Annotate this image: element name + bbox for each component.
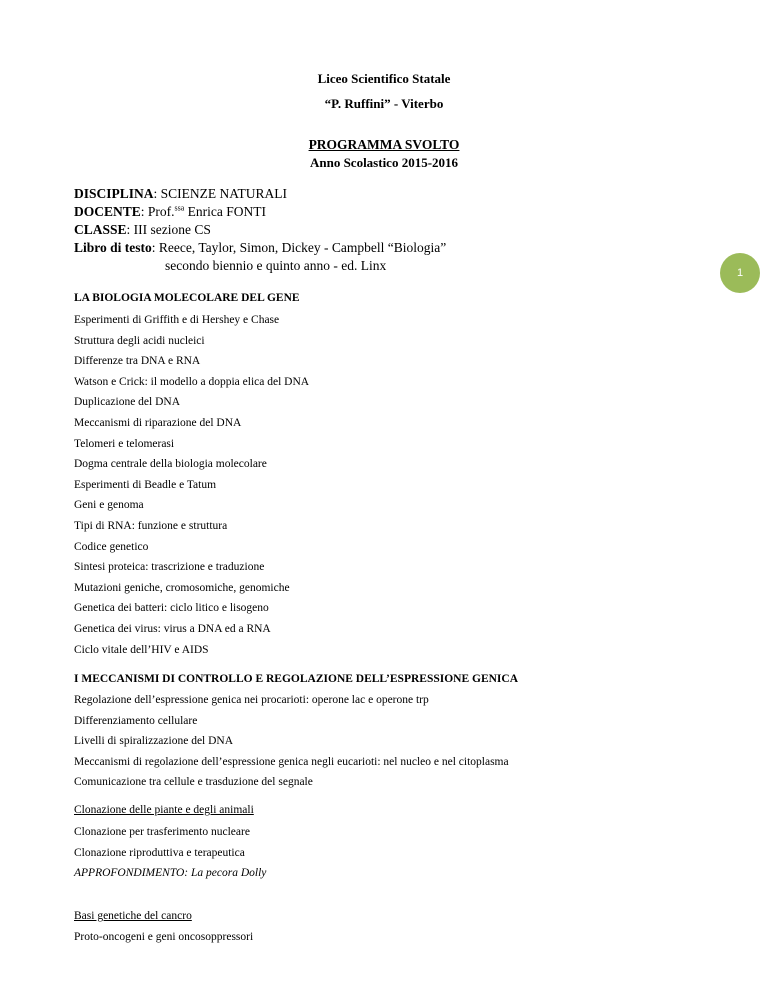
list-item: Differenze tra DNA e RNA: [74, 355, 201, 368]
approfondimento-note: APPROFONDIMENTO: La pecora Dolly: [74, 867, 267, 880]
list-item: Differenziamento cellulare: [74, 714, 198, 727]
list-item: Esperimenti di Beadle e Tatum: [74, 478, 217, 491]
info-classe: [74, 221, 211, 239]
list-item: Watson e Crick: il modello a doppia elica del DNA: [74, 375, 310, 388]
section-list-cancro: [74, 927, 253, 948]
list-item: Dogma centrale della biologia molecolare: [74, 458, 267, 471]
disciplina-value: : SCIENZE NATURALI: [153, 186, 288, 201]
info-disciplina: [74, 185, 287, 203]
info-docente: [74, 203, 266, 221]
docente-sup: ssa: [174, 203, 185, 213]
list-item: Struttura degli acidi nucleici: [74, 334, 205, 347]
section-list-biologia-molecolare: [74, 310, 309, 660]
section-list-clonazione: [74, 822, 266, 884]
list-item: Duplicazione del DNA: [74, 396, 181, 409]
school-name: Liceo Scientifico Statale: [317, 71, 451, 86]
docente-prefix: : Prof.: [140, 204, 175, 219]
list-item: Livelli di spiralizzazione del DNA: [74, 735, 234, 748]
docente-name: Enrica FONTI: [184, 204, 267, 219]
list-item: Ciclo vitale dell’HIV e AIDS: [74, 643, 209, 656]
list-item: Meccanismi di regolazione dell’espressione genica negli eucarioti: nel nucleo e nel citoplasma: [74, 755, 509, 768]
list-item: Mutazioni geniche, cromosomiche, genomiche: [74, 581, 290, 594]
section-title-biologia-molecolare: LA BIOLOGIA MOLECOLARE DEL GENE: [74, 292, 300, 304]
section-title-clonazione: Clonazione delle piante e degli animali: [74, 804, 254, 816]
libro-label: Libro di testo: [74, 240, 152, 255]
list-item: Geni e genoma: [74, 499, 144, 512]
list-item: Genetica dei batteri: ciclo litico e lisogeno: [74, 602, 269, 615]
classe-label: CLASSE: [74, 222, 127, 237]
section-title-cancro: Basi genetiche del cancro: [74, 910, 192, 922]
section-title-regolazione: I MECCANISMI DI CONTROLLO E REGOLAZIONE DELL’ESPRESSIONE GENICA: [74, 673, 519, 685]
program-title: PROGRAMMA SVOLTO: [308, 137, 460, 152]
list-item: Codice genetico: [74, 540, 149, 553]
libro-value: : Reece, Taylor, Simon, Dickey - Campbell “Biologia”: [151, 240, 447, 255]
info-libro: [74, 239, 446, 257]
school-year: Anno Scolastico 2015-2016: [309, 155, 459, 170]
list-item: Proto-oncogeni e geni oncosoppressori: [74, 931, 254, 943]
school-city: “P. Ruffini” - Viterbo: [324, 96, 444, 111]
classe-value: : III sezione CS: [126, 222, 211, 237]
page-number-badge: 1: [720, 253, 760, 293]
list-item: Tipi di RNA: funzione e struttura: [74, 519, 228, 532]
list-item: Esperimenti di Griffith e di Hershey e Chase: [74, 314, 280, 326]
disciplina-label: DISCIPLINA: [74, 186, 154, 201]
list-item: Sintesi proteica: trascrizione e traduzione: [74, 561, 265, 574]
docente-label: DOCENTE: [74, 204, 141, 219]
list-item: Regolazione dell’espressione genica nei procarioti: operone lac e operone trp: [74, 694, 429, 706]
list-item: Clonazione riproduttiva e terapeutica: [74, 846, 245, 859]
list-item: Meccanismi di riparazione del DNA: [74, 416, 242, 429]
section-list-regolazione: [74, 690, 509, 793]
list-item: Comunicazione tra cellule e trasduzione del segnale: [74, 776, 313, 789]
list-item: Telomeri e telomerasi: [74, 437, 175, 450]
list-item: Genetica dei virus: virus a DNA ed a RNA: [74, 622, 271, 635]
info-libro-continued: secondo biennio e quinto anno - ed. Linx: [165, 258, 387, 273]
list-item: Clonazione per trasferimento nucleare: [74, 826, 250, 838]
